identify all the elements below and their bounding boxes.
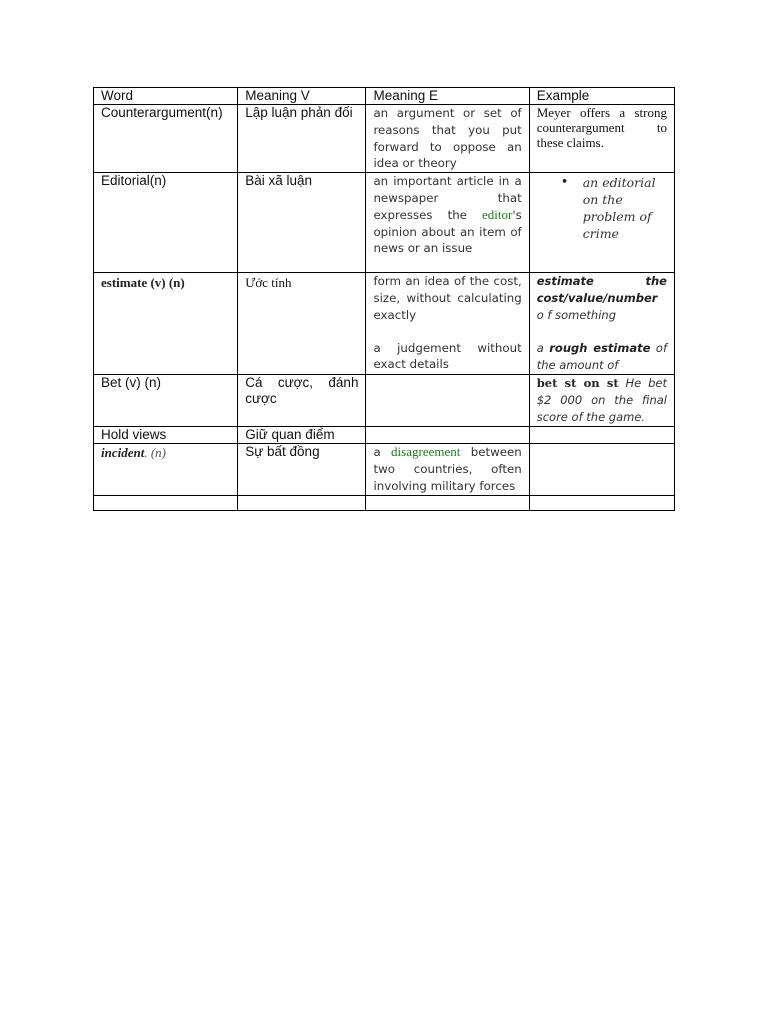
example-collocation: rough estimate xyxy=(549,341,651,356)
example-text: o f something xyxy=(536,308,617,323)
definition-text: a xyxy=(373,445,392,460)
example-text: He bet $2 000 on the final score of the game. xyxy=(536,376,667,425)
definition-text: an important article in a newspaper that expresses the xyxy=(373,174,522,222)
example-2 xyxy=(537,340,667,374)
header-word: Word xyxy=(94,88,238,105)
example-bullet-item: • an editorial on the problem of crime xyxy=(583,174,667,242)
word-cell: Hold views xyxy=(94,427,238,444)
word-cell: Bet (v) (n) xyxy=(94,375,238,427)
meaning-e-cell xyxy=(366,495,529,510)
example-cell xyxy=(529,173,674,273)
table-row xyxy=(94,427,675,444)
example-1 xyxy=(537,273,667,324)
word-term: incident xyxy=(101,445,145,461)
word-cell: Counterargument(n) xyxy=(94,105,238,173)
meaning-e-cell xyxy=(366,427,529,444)
vocabulary-table xyxy=(93,87,675,511)
example-cell xyxy=(529,375,674,427)
definition-2: a judgement without exact details xyxy=(373,340,522,372)
disagreement-link[interactable]: disagreement xyxy=(391,444,461,460)
definition-text: 's opinion about an item of news or an issue xyxy=(373,207,522,256)
meaning-e-cell xyxy=(366,273,529,375)
definition-1: form an idea of the cost, size, without calculating exactly xyxy=(373,274,522,322)
word-cell: estimate (v) (n) xyxy=(94,273,238,375)
table-row xyxy=(94,375,675,427)
table-row xyxy=(94,444,675,495)
meaning-v-cell: Cá cược, đánh cược xyxy=(238,375,366,427)
meaning-v-cell: Bài xã luận xyxy=(238,173,366,273)
word-pos: . (n) xyxy=(144,445,167,461)
meaning-v-cell xyxy=(238,495,366,510)
example-cell xyxy=(529,444,674,495)
meaning-v-cell: Sự bất đồng xyxy=(238,444,366,495)
spacer xyxy=(373,324,521,340)
table-row xyxy=(94,173,675,273)
meaning-e-cell xyxy=(366,173,529,273)
spacer xyxy=(537,324,667,340)
meaning-v-cell: Ước tính xyxy=(238,273,366,375)
header-meaning-e: Meaning E xyxy=(366,88,529,105)
meaning-v-cell: Lập luận phản đối xyxy=(238,105,366,173)
header-meaning-v: Meaning V xyxy=(238,88,366,105)
header-example: Example xyxy=(529,88,674,105)
table-header-row xyxy=(94,88,675,105)
table-row xyxy=(94,495,675,510)
meaning-e-cell xyxy=(366,444,529,495)
table-row xyxy=(94,273,675,375)
definition-text: between two countries, often involving military forces xyxy=(373,445,522,493)
example-cell: Meyer offers a strong counterargument to these claims. xyxy=(529,105,674,173)
word-cell: Editorial(n) xyxy=(94,173,238,273)
meaning-v-cell: Giữ quan điểm xyxy=(238,427,366,444)
example-cell xyxy=(529,273,674,375)
editor-link[interactable]: editor xyxy=(482,206,513,222)
example-text: a xyxy=(536,341,550,356)
example-cell xyxy=(529,495,674,510)
example-cell xyxy=(529,427,674,444)
meaning-e-cell xyxy=(366,375,529,427)
example-collocation: estimate the cost/value/number xyxy=(536,274,667,306)
word-cell xyxy=(94,444,238,495)
table-row xyxy=(94,105,675,173)
meaning-e-cell: an argument or set of reasons that you put forward to oppose an idea or theory xyxy=(366,105,529,173)
example-collocation: bet st on st xyxy=(536,376,619,391)
word-cell xyxy=(94,495,238,510)
example-bullet-list xyxy=(537,174,667,242)
example-text: of the amount of xyxy=(536,341,668,373)
